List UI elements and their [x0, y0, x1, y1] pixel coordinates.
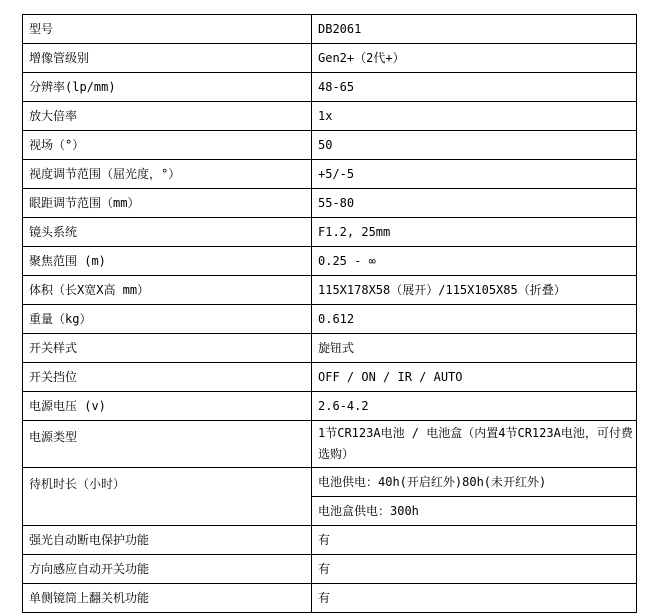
table-row — [23, 363, 637, 392]
spec-table — [22, 14, 637, 613]
row-value: OFF / ON / IR / AUTO — [312, 363, 637, 392]
row-value: 50 — [312, 131, 637, 160]
row-label: 方向感应自动开关功能 — [23, 555, 312, 584]
row-value: 1节CR123A电池 / 电池盒（内置4节CR123A电池，可付费选购） — [312, 421, 637, 468]
table-row — [23, 584, 637, 613]
table-row — [23, 160, 637, 189]
row-label: 分辨率(lp/mm) — [23, 73, 312, 102]
row-value: 有 — [312, 526, 637, 555]
row-value: 0.25 - ∞ — [312, 247, 637, 276]
table-row — [23, 555, 637, 584]
table-row — [23, 73, 637, 102]
row-value: 115X178X58（展开）/115X105X85（折叠） — [312, 276, 637, 305]
row-label: 视场（°） — [23, 131, 312, 160]
row-label: 待机时长（小时） — [23, 468, 312, 526]
table-row — [23, 526, 637, 555]
row-label: 强光自动断电保护功能 — [23, 526, 312, 555]
table-row — [23, 102, 637, 131]
row-label: 重量（kg） — [23, 305, 312, 334]
table-row — [23, 247, 637, 276]
row-label: 视度调节范围（屈光度，°） — [23, 160, 312, 189]
row-value: 电池盒供电：300h — [312, 497, 637, 526]
row-label: 单侧镜筒上翻关机功能 — [23, 584, 312, 613]
row-value: 0.612 — [312, 305, 637, 334]
table-row — [23, 334, 637, 363]
row-label: 型号 — [23, 15, 312, 44]
row-label: 电源类型 — [23, 421, 312, 468]
row-label: 体积（长X宽X高 mm） — [23, 276, 312, 305]
row-value: 旋钮式 — [312, 334, 637, 363]
row-value: 有 — [312, 584, 637, 613]
row-label: 开关挡位 — [23, 363, 312, 392]
row-value: Gen2+（2代+） — [312, 44, 637, 73]
row-value: 电池供电：40h(开启红外)80h(未开红外) — [312, 468, 637, 497]
table-row — [23, 15, 637, 44]
table-row — [23, 276, 637, 305]
row-value: DB2061 — [312, 15, 637, 44]
row-value: F1.2, 25mm — [312, 218, 637, 247]
row-label: 电源电压 (v) — [23, 392, 312, 421]
row-label: 放大倍率 — [23, 102, 312, 131]
table-row — [23, 131, 637, 160]
row-label: 开关样式 — [23, 334, 312, 363]
table-row — [23, 44, 637, 73]
table-row — [23, 305, 637, 334]
row-value: 1x — [312, 102, 637, 131]
row-label: 眼距调节范围（mm） — [23, 189, 312, 218]
row-label: 镜头系统 — [23, 218, 312, 247]
table-row — [23, 468, 637, 497]
row-value: +5/-5 — [312, 160, 637, 189]
row-value: 55-80 — [312, 189, 637, 218]
table-row — [23, 218, 637, 247]
table-row — [23, 392, 637, 421]
row-label: 聚焦范围 (m) — [23, 247, 312, 276]
row-value: 48-65 — [312, 73, 637, 102]
row-value: 有 — [312, 555, 637, 584]
table-row — [23, 189, 637, 218]
table-row — [23, 421, 637, 468]
row-label: 增像管级别 — [23, 44, 312, 73]
row-value: 2.6-4.2 — [312, 392, 637, 421]
